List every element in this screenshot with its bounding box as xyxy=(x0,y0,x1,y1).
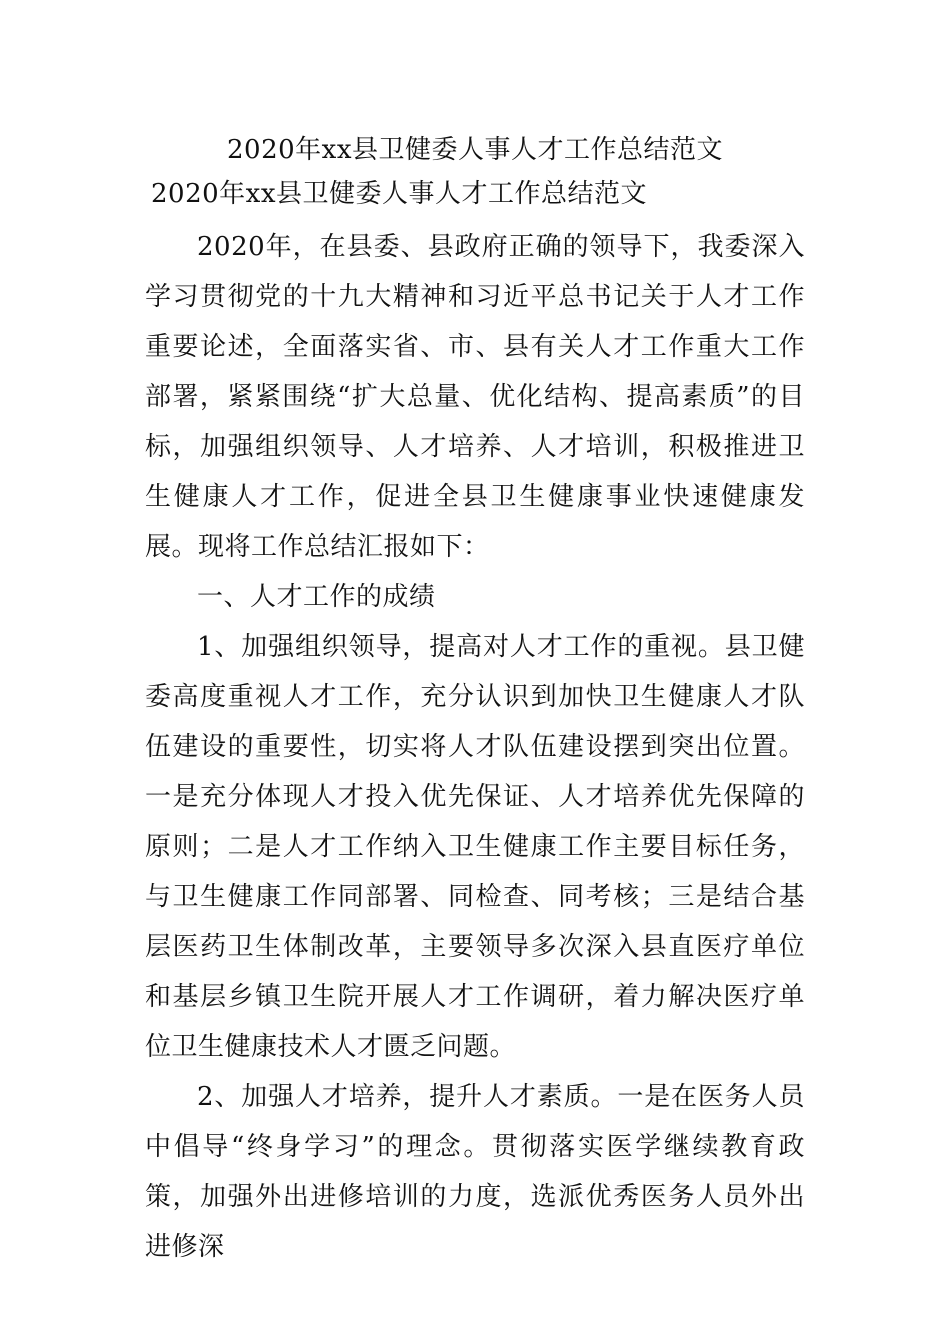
intro-paragraph: 2020年，在县委、县政府正确的领导下，我委深入学习贯彻党的十九大精神和习近平总书记关于人才工作重要论述，全面落实省、市、县有关人才工作重大工作部署，紧紧围绕“扩大总量、优化结构、提高素质”的目标，加强组织领导、人才培养、人才培训，积极推进卫生健康人才工作，促进全县卫生健康事业快速健康发展。现将工作总结汇报如下： xyxy=(145,232,805,562)
item-2-paragraph: 2、加强人才培养，提升人才素质。一是在医务人员中倡导“终身学习”的理念。贯彻落实医学继续教育政策，加强外出进修培训的力度，选派优秀医务人员外出进修深 xyxy=(145,1082,805,1262)
item-1-paragraph: 1、加强组织领导，提高对人才工作的重视。县卫健委高度重视人才工作，充分认识到加快卫生健康人才队伍建设的重要性，切实将人才队伍建设摆到突出位置。一是充分体现人才投入优先保证、人才培养优先保障的原则；二是人才工作纳入卫生健康工作主要目标任务，与卫生健康工作同部署、同检查、同考核；三是结合基层医药卫生体制改革，主要领导多次深入县直医疗单位和基层乡镇卫生院开展人才工作调研，着力解决医疗单位卫生健康技术人才匮乏问题。 xyxy=(145,632,805,1062)
document-title: 2020年xx县卫健委人事人才工作总结范文 xyxy=(227,135,723,165)
section-heading: 一、人才工作的成绩 xyxy=(197,582,436,612)
document-subtitle: 2020年xx县卫健委人事人才工作总结范文 xyxy=(151,179,647,209)
